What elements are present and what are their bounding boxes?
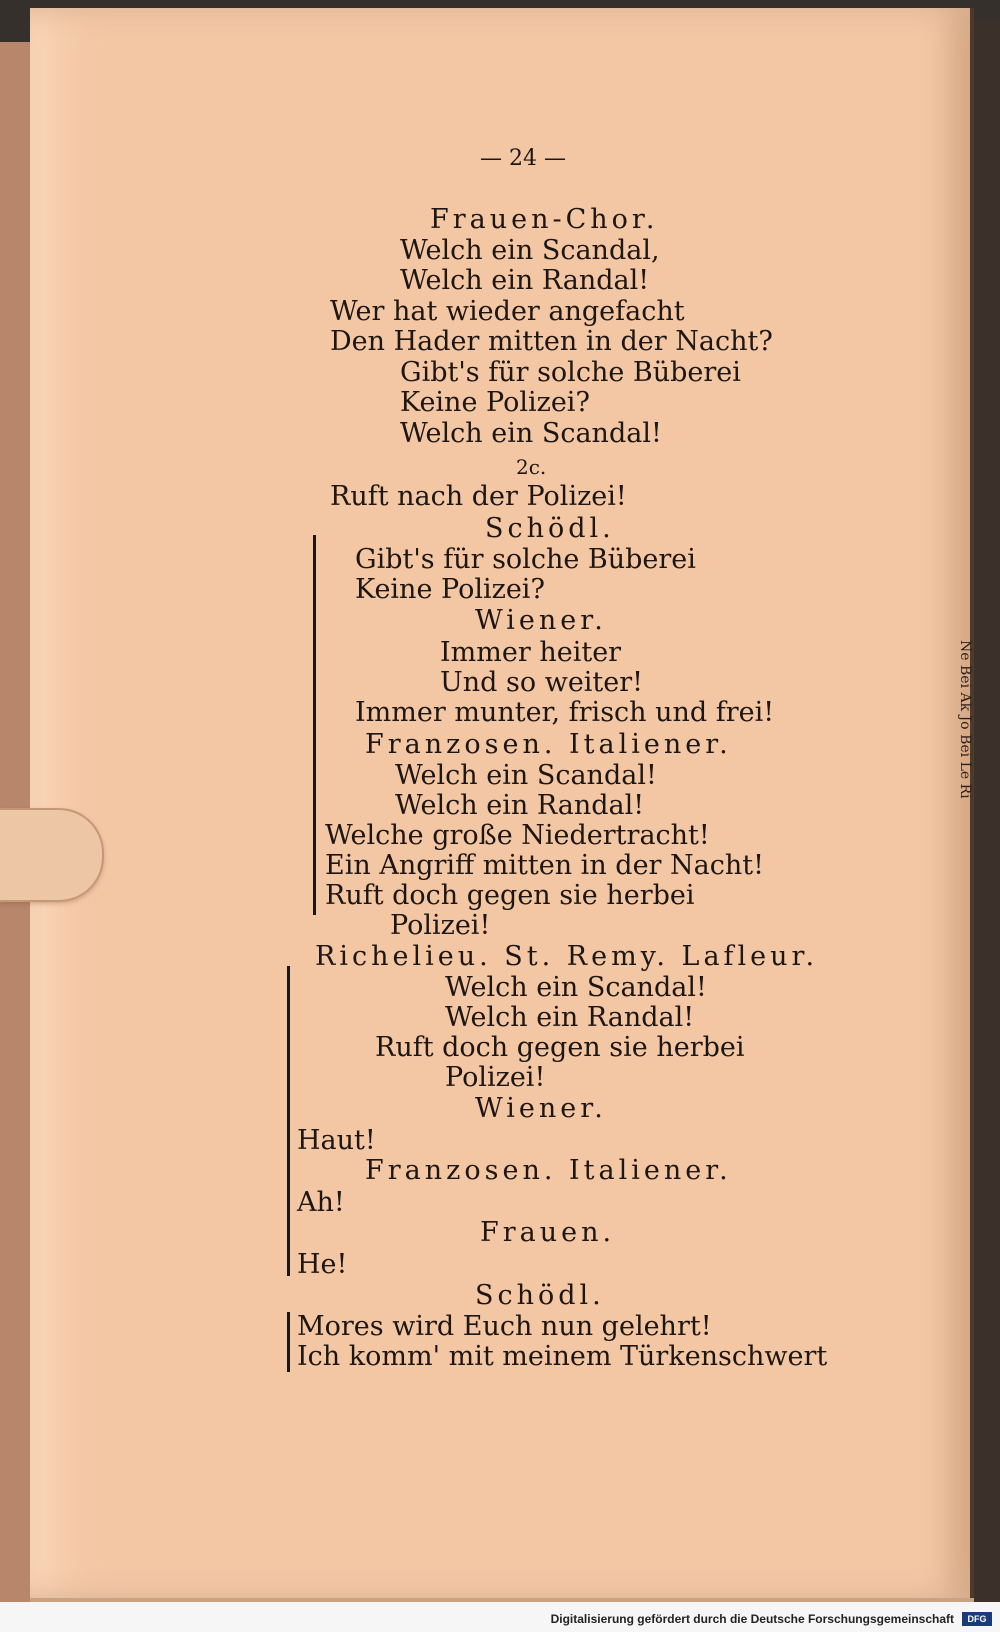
speaker-heading: Franzosen. Italiener. — [365, 729, 732, 760]
speaker-heading: Frauen. — [480, 1217, 616, 1248]
speaker-heading: Schödl. — [485, 513, 615, 544]
verse-brace — [287, 1312, 300, 1372]
verse-line: He! — [297, 1249, 348, 1280]
verse-brace — [287, 966, 300, 1276]
page-clip-tab — [0, 808, 104, 902]
etc-mark: 2c. — [516, 455, 547, 479]
fragment: Ri — [957, 783, 973, 799]
adjacent-page-fragments — [957, 640, 997, 1440]
dfg-logo-icon: DFG — [962, 1612, 992, 1626]
verse-line: Ruft doch gegen sie herbei — [325, 880, 695, 911]
verse-line: Welch ein Scandal! — [445, 972, 707, 1003]
fragment: Ne — [957, 640, 973, 661]
verse-line: Ein Angriff mitten in der Nacht! — [325, 850, 764, 881]
verse-line: Wer hat wieder angefacht — [330, 296, 685, 327]
verse-line: Und so weiter! — [440, 667, 644, 698]
verse-line: Polizei! — [445, 1062, 546, 1093]
verse-line: Welche große Niedertracht! — [325, 820, 710, 851]
fragment: Bei — [957, 734, 973, 758]
footer-credit: Digitalisierung gefördert durch die Deutsche Forschungsgemeinschaft — [550, 1612, 954, 1626]
speaker-heading: Richelieu. St. Remy. Lafleur. — [315, 941, 819, 972]
fragment: Jo — [957, 715, 973, 730]
fragment: Le — [957, 761, 973, 780]
speaker-heading: Wiener. — [475, 605, 607, 636]
verse-line: Welch ein Scandal! — [395, 760, 657, 791]
fragment: Ak — [957, 692, 973, 712]
verse-line: Ah! — [297, 1187, 345, 1218]
verse-line: Welch ein Randal! — [445, 1002, 695, 1033]
verse-line: Welch ein Randal! — [400, 265, 650, 296]
verse-line: Haut! — [297, 1125, 376, 1156]
speaker-heading: Franzosen. Italiener. — [365, 1155, 732, 1186]
speaker-heading: Frauen-Chor. — [430, 204, 659, 235]
speaker-heading: Schödl. — [475, 1280, 605, 1311]
verse-line: Welch ein Scandal, — [400, 235, 660, 266]
page-number: — 24 — — [480, 146, 566, 171]
verse-line: Mores wird Euch nun gelehrt! — [297, 1311, 712, 1342]
fragment: Bei — [957, 665, 973, 689]
verse-line: Gibt's für solche Büberei — [400, 357, 741, 388]
verse-line: Welch ein Randal! — [395, 790, 645, 821]
verse-line: Immer munter, frisch und frei! — [355, 697, 775, 728]
verse-line: Den Hader mitten in der Nacht? — [330, 326, 773, 357]
verse-line: Gibt's für solche Büberei — [355, 544, 696, 575]
verse-line: Keine Polizei? — [400, 387, 590, 418]
speaker-heading: Wiener. — [475, 1093, 607, 1124]
verse-line: Polizei! — [390, 910, 491, 941]
verse-line: Ich komm' mit meinem Türkenschwert — [297, 1341, 828, 1372]
verse-line: Keine Polizei? — [355, 574, 545, 605]
verse-line: Immer heiter — [440, 637, 622, 668]
verse-line: Welch ein Scandal! — [400, 418, 662, 449]
verse-line: Ruft doch gegen sie herbei — [375, 1032, 745, 1063]
verse-brace — [313, 535, 326, 915]
verse-line: Ruft nach der Polizei! — [330, 481, 627, 512]
